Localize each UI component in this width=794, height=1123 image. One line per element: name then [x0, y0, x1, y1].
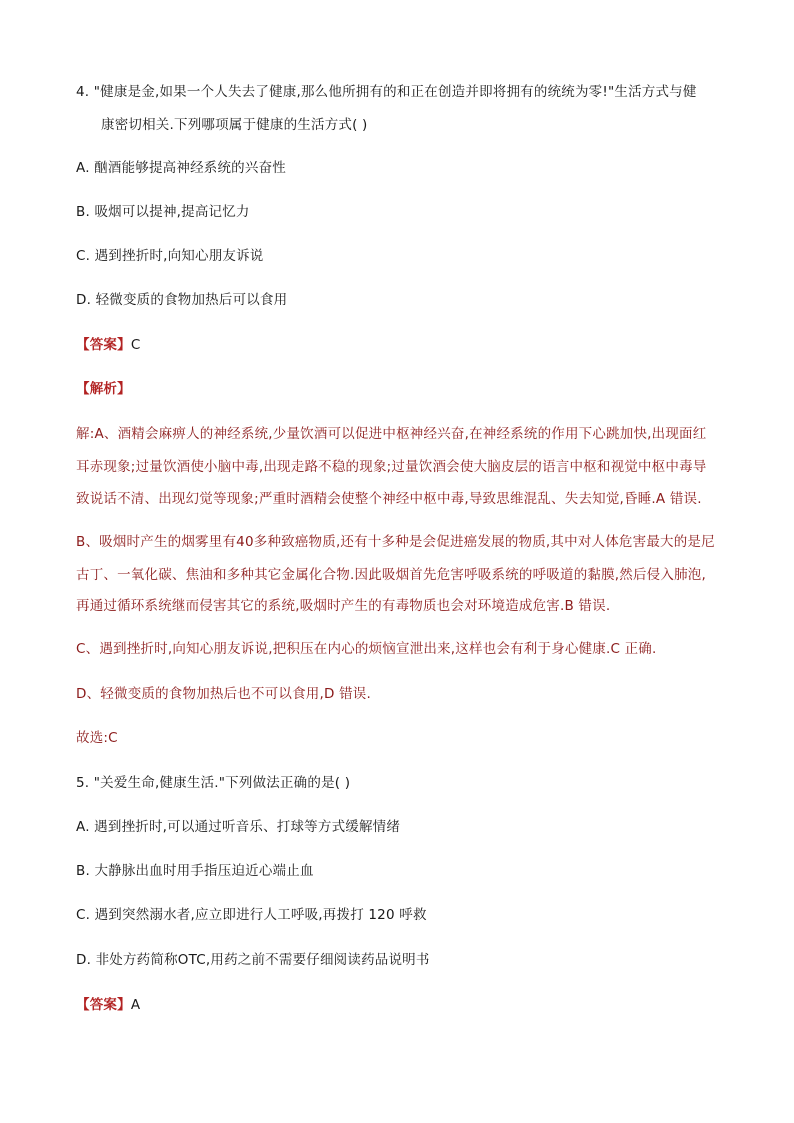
analysis-paragraph-line: 致说话不清、出现幻觉等现象;严重时酒精会使整个神经中枢中毒,导致思维混乱、失去知觉,昏睡.A 错误.: [76, 491, 702, 507]
question-4-stem-line-1: 4. "健康是金,如果一个人失去了健康,那么他所拥有的和正在创造并即将拥有的统统为零!"生活方式与健: [76, 84, 697, 100]
analysis-paragraph-line: C、遇到挫折时,向知心朋友诉说,把积压在内心的烦恼宣泄出来,这样也会有利于身心健康.C 正确.: [76, 641, 657, 657]
answer-value: C: [130, 337, 141, 353]
answer-label: 【答案】: [76, 337, 131, 353]
answer-value: A: [130, 997, 141, 1013]
question-4-option-d: D. 轻微变质的食物加热后可以食用: [76, 292, 288, 308]
question-5-option-c: C. 遇到突然溺水者,应立即进行人工呼吸,再拨打 120 呼救: [76, 907, 427, 923]
analysis-paragraph-line: 解:A、酒精会麻痹人的神经系统,少量饮酒可以促进中枢神经兴奋,在神经系统的作用下心跳加快,出现面红: [76, 426, 707, 442]
question-4-conclusion: 故选:C: [76, 730, 118, 746]
analysis-paragraph-line: B、吸烟时产生的烟雾里有40多种致癌物质,还有十多种是会促进癌发展的物质,其中对人体危害最大的是尼: [76, 534, 715, 550]
question-4-option-b: B. 吸烟可以提神,提高记忆力: [76, 204, 250, 220]
question-5-answer: [76, 995, 140, 1015]
analysis-paragraph-line: 耳赤现象;过量饮酒使小脑中毒,出现走路不稳的现象;过量饮酒会使大脑皮层的语言中枢和视觉中枢中毒导: [76, 459, 707, 475]
analysis-paragraph-line: 再通过循环系统继而侵害其它的系统,吸烟时产生的有毒物质也会对环境造成危害.B 错误.: [76, 598, 611, 614]
question-4-answer: [76, 335, 140, 355]
question-4-option-a: A. 酗酒能够提高神经系统的兴奋性: [76, 160, 286, 176]
question-4-analysis-label: [76, 379, 131, 399]
analysis-paragraph-line: D、轻微变质的食物加热后也不可以食用,D 错误.: [76, 686, 371, 702]
question-4-stem-line-2: 康密切相关.下列哪项属于健康的生活方式( ): [101, 117, 368, 133]
question-5-option-d: D. 非处方药简称OTC,用药之前不需要仔细阅读药品说明书: [76, 952, 430, 968]
question-5-option-a: A. 遇到挫折时,可以通过听音乐、打球等方式缓解情绪: [76, 819, 401, 835]
question-5-option-b: B. 大静脉出血时用手指压迫近心端止血: [76, 863, 314, 879]
analysis-label: 【解析】: [76, 381, 131, 397]
answer-label: 【答案】: [76, 997, 131, 1013]
question-4-option-c: C. 遇到挫折时,向知心朋友诉说: [76, 248, 264, 264]
question-5-stem: 5. "关爱生命,健康生活."下列做法正确的是( ): [76, 775, 351, 791]
analysis-paragraph-line: 古丁、一氧化碳、焦油和多种其它金属化合物.因此吸烟首先危害呼吸系统的呼吸道的黏膜,然后侵入肺泡,: [76, 567, 706, 583]
